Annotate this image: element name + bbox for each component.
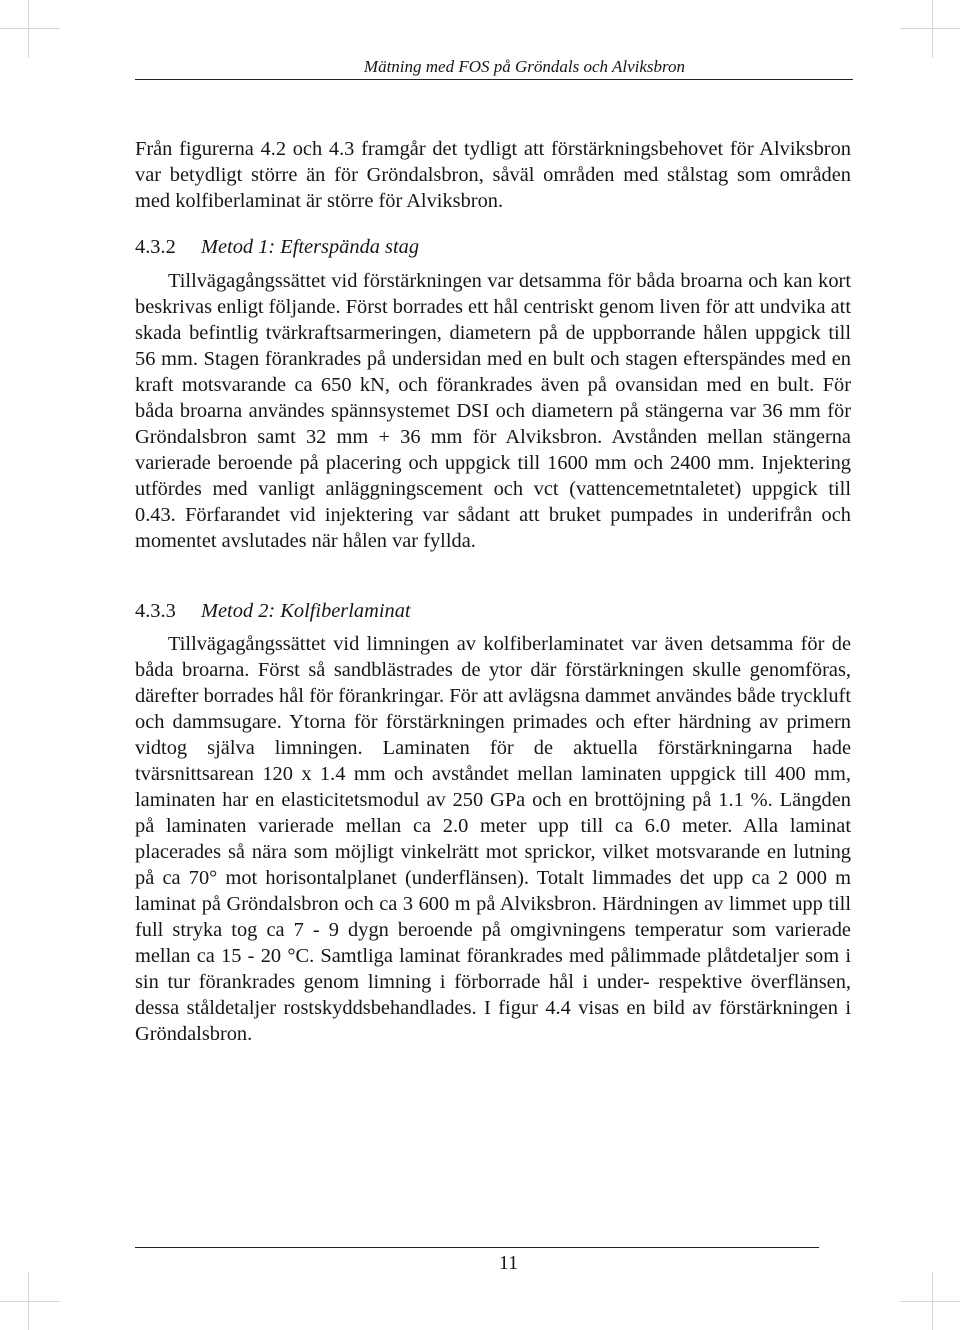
footer-rule (135, 1247, 819, 1248)
crop-mark-top-left-horizontal (0, 28, 60, 29)
crop-mark-top-left-vertical (28, 0, 29, 58)
crop-mark-top-right-vertical (932, 0, 933, 58)
running-header: Mätning med FOS på Gröndals och Alviksbron (363, 57, 685, 76)
crop-mark-top-right-horizontal (900, 28, 960, 29)
section-body-4-3-2: Tillvägagångssättet vid förstärkningen var detsamma för båda broarna och kan kort beskrivas enligt följande. Först borrades ett hål centriskt genom liven för att undvika att skada befintlig tvärkraftsarmeringen, diametern på de uppborrande hålen uppgick till 56 mm. Stagen förankrades på undersidan med en bult och stagen efterspändes med en kraft motsvarande ca 650 kN, och förankrades även på ovansidan med en bult. För båda broarna användes spännsystemet DSI och diametern på stängerna var 36 mm för Gröndalsbron samt 32 mm + 36 mm för Alviksbron. Avstånden mellan stängerna varierade beroende på placering och uppgick till 1600 mm och 2400 mm. Injektering utfördes med vanligt anläggningscement och vct (vattencemetntaletet) uppgick till 0.43. Förfarandet vid injektering var sådant att bruket pumpades in underifrån och momentet avslutades när hålen var fyllda. (135, 270, 851, 552)
header-rule (135, 79, 853, 80)
intro-paragraph: Från figurerna 4.2 och 4.3 framgår det tydligt att förstärkningsbehovet för Alviksbron var betydligt större än för Gröndalsbron, såväl områden med stålstag som områden med kolfiberlaminat är större för Alviksbron. (135, 138, 851, 212)
section-number: 4.3.2 (135, 236, 176, 258)
section-title: Metod 2: Kolfiberlaminat (201, 600, 411, 622)
section-number: 4.3.3 (135, 600, 176, 622)
section-heading-4-3-3 (135, 598, 411, 624)
section-body-4-3-3: Tillvägagångssättet vid limningen av kolfiberlaminatet var även detsamma för de båda broarna. Först så sandblästrades de ytor där förstärkningen skulle genomföras, därefter borrades hål för förankringar. För att avlägsna dammet användes både tryckluft och dammsugare. Ytorna för förstärkningen primades och efter härdning av primern vidtog själva limningen. Laminaten för de aktuella förstärkningarna hade tvärsnittsarean 120 x 1.4 mm och avståndet mellan laminaten uppgick till 400 mm, laminaten har en elasticitetsmodul av 250 GPa och en brottöjning på 1.1 %. Längden på laminaten varierade mellan ca 2.0 meter upp till ca 6.0 meter. Alla laminat placerades så nära som möjligt vinkelrätt mot sprickor, vilket motsvarande en lutning på ca 70° mot horisontalplanet (underflänsen). Totalt limmades det upp ca 2 000 m laminat på Gröndalsbron och ca 3 600 m på Alviksbron. Härdningen av limmet upp till full stryka tog ca 7 - 9 dygn beroende på omgivningens temperatur som varierade mellan ca 15 - 20 °C. Samtliga laminat förankrades med pålimmade plåtdetaljer som i sin tur förankrades genom limning i förborrade hål i under- respektive överflänsen, dessa ståldetaljer rostskyddsbehandlades. I figur 4.4 visas en bild av förstärkningen i Gröndalsbron. (135, 633, 851, 1045)
crop-mark-bottom-left-horizontal (0, 1301, 60, 1302)
page-number: 11 (498, 1252, 519, 1274)
section-title: Metod 1: Efterspända stag (201, 236, 420, 258)
crop-mark-bottom-right-horizontal (900, 1301, 960, 1302)
section-heading-4-3-2 (135, 234, 419, 260)
